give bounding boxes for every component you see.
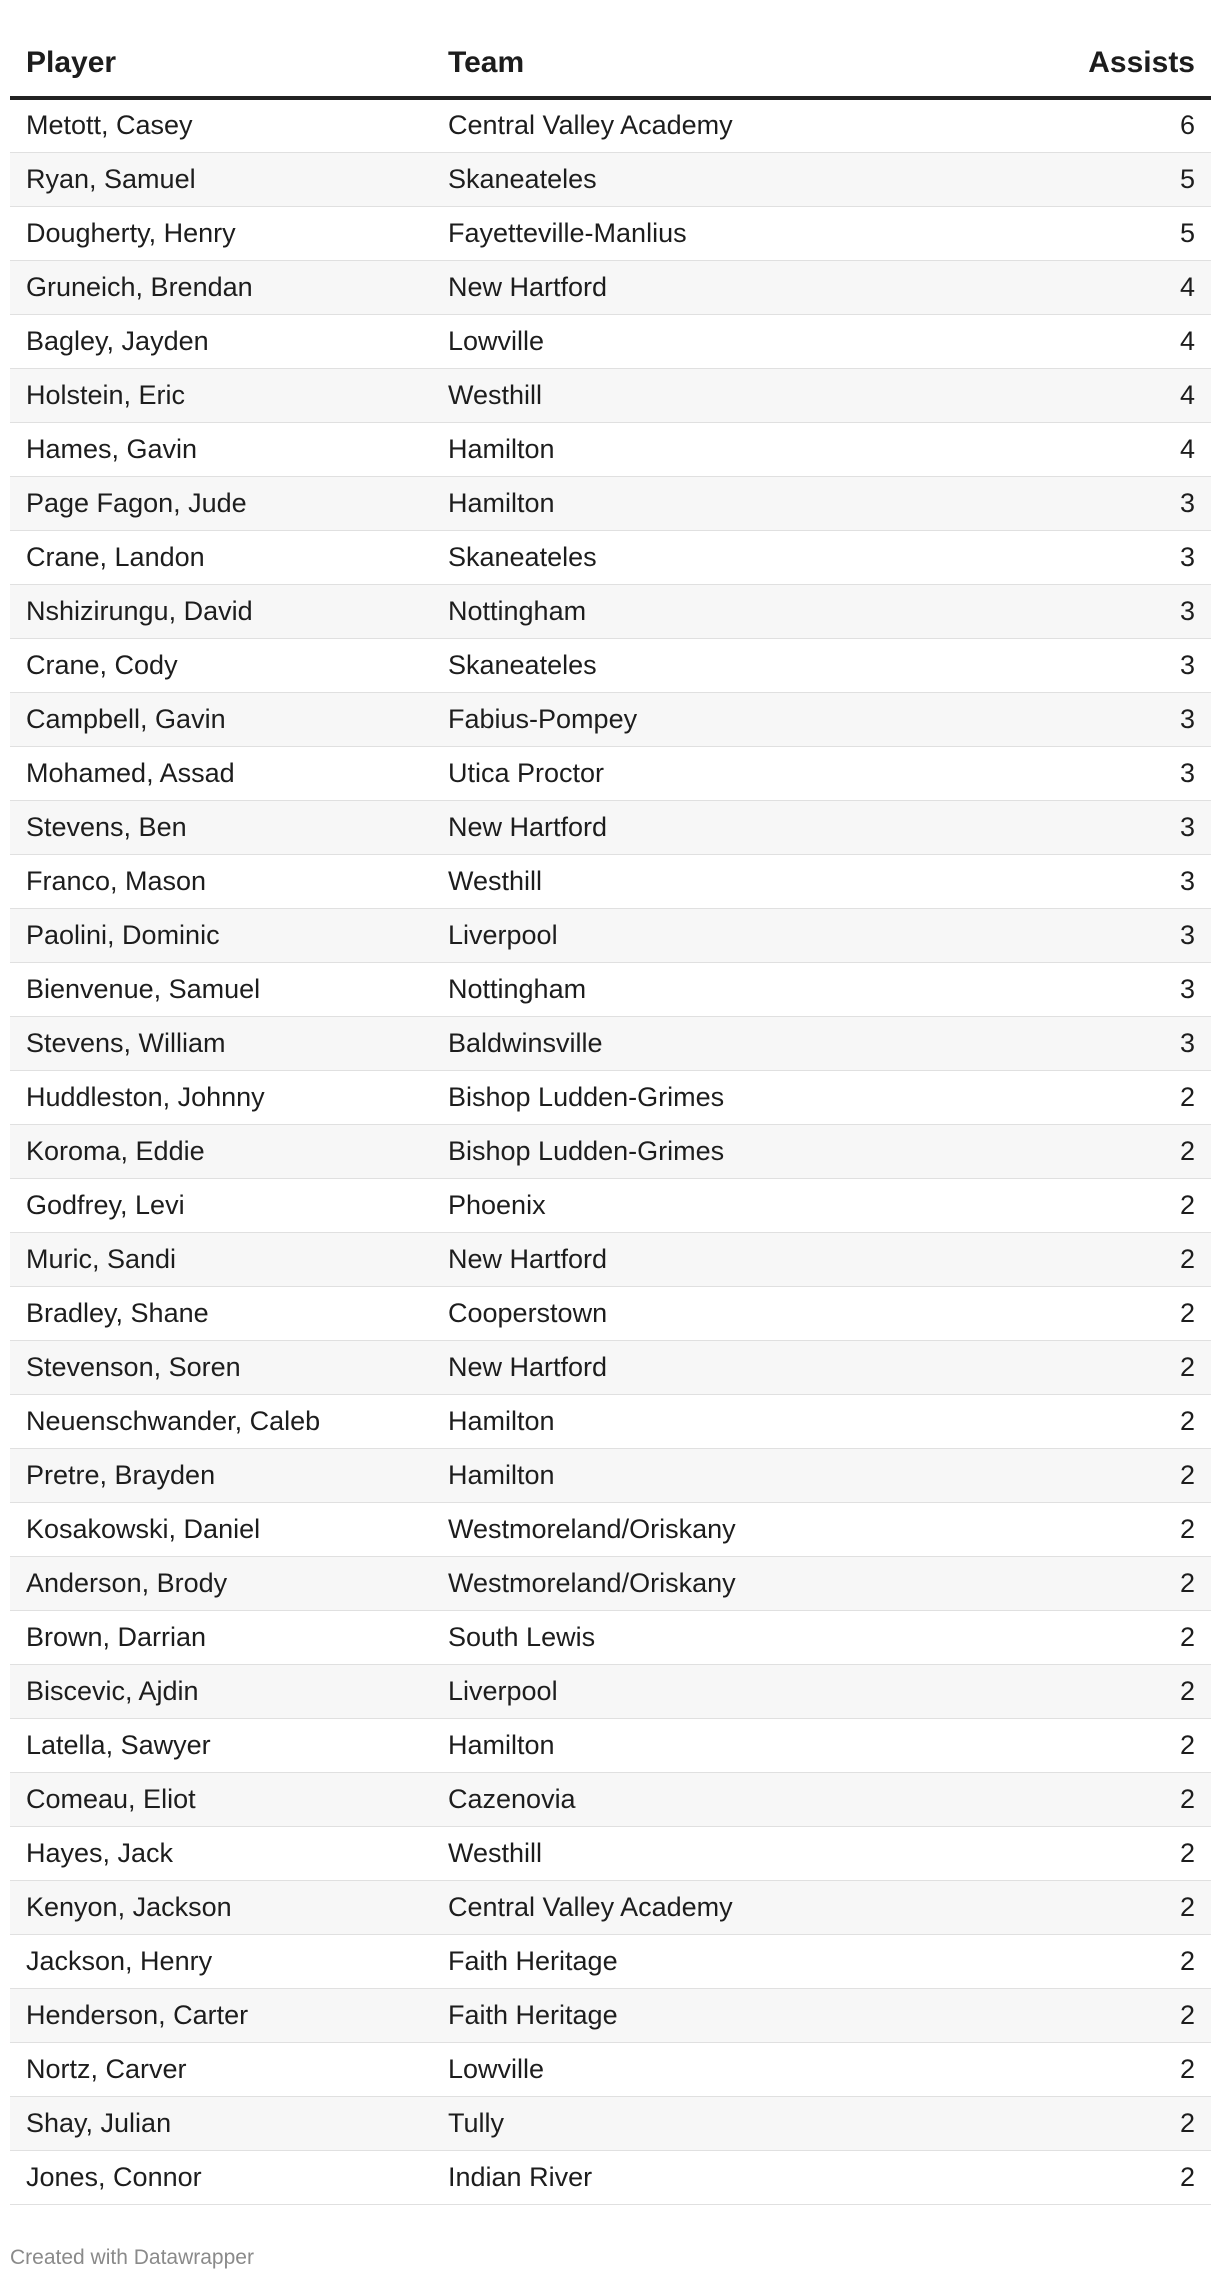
player-cell: Stevens, Ben <box>10 800 432 854</box>
team-cell: Lowville <box>432 2042 992 2096</box>
assists-cell: 2 <box>992 1178 1211 1232</box>
player-cell: Brown, Darrian <box>10 1610 432 1664</box>
player-cell: Bienvenue, Samuel <box>10 962 432 1016</box>
player-cell: Godfrey, Levi <box>10 1178 432 1232</box>
assists-cell: 2 <box>992 1718 1211 1772</box>
player-cell: Latella, Sawyer <box>10 1718 432 1772</box>
assists-cell: 3 <box>992 530 1211 584</box>
datawrapper-credit: Created with Datawrapper <box>10 2246 254 2269</box>
table-row <box>10 368 1211 422</box>
player-cell: Holstein, Eric <box>10 368 432 422</box>
team-cell: Hamilton <box>432 1718 992 1772</box>
assists-cell: 2 <box>992 2150 1211 2204</box>
assists-cell: 3 <box>992 908 1211 962</box>
assists-cell: 5 <box>992 152 1211 206</box>
team-cell: Tully <box>432 2096 992 2150</box>
team-cell: Cooperstown <box>432 1286 992 1340</box>
table-row <box>10 1556 1211 1610</box>
team-cell: Fabius-Pompey <box>432 692 992 746</box>
table-row <box>10 2042 1211 2096</box>
team-cell: Hamilton <box>432 422 992 476</box>
assists-cell: 6 <box>992 98 1211 152</box>
assists-cell: 3 <box>992 800 1211 854</box>
player-cell: Shay, Julian <box>10 2096 432 2150</box>
table-row <box>10 1934 1211 1988</box>
team-cell: New Hartford <box>432 1232 992 1286</box>
column-header-team[interactable]: Team <box>432 30 992 98</box>
assists-cell: 2 <box>992 1448 1211 1502</box>
team-cell: Fayetteville-Manlius <box>432 206 992 260</box>
team-cell: Liverpool <box>432 1664 992 1718</box>
table-row <box>10 692 1211 746</box>
assists-cell: 3 <box>992 476 1211 530</box>
team-cell: Skaneateles <box>432 530 992 584</box>
assists-cell: 2 <box>992 1556 1211 1610</box>
assists-cell: 2 <box>992 1286 1211 1340</box>
table-row <box>10 746 1211 800</box>
assists-cell: 4 <box>992 260 1211 314</box>
table-row <box>10 1880 1211 1934</box>
team-cell: Indian River <box>432 2150 992 2204</box>
assists-cell: 3 <box>992 746 1211 800</box>
team-cell: Cazenovia <box>432 1772 992 1826</box>
player-cell: Stevens, William <box>10 1016 432 1070</box>
player-cell: Muric, Sandi <box>10 1232 432 1286</box>
table-row <box>10 314 1211 368</box>
table-row <box>10 854 1211 908</box>
table-row <box>10 638 1211 692</box>
table-row <box>10 1988 1211 2042</box>
column-header-player[interactable]: Player <box>10 30 432 98</box>
table-row <box>10 1124 1211 1178</box>
team-cell: Liverpool <box>432 908 992 962</box>
assists-cell: 2 <box>992 1826 1211 1880</box>
player-cell: Nortz, Carver <box>10 2042 432 2096</box>
team-cell: Central Valley Academy <box>432 1880 992 1934</box>
team-cell: Westhill <box>432 1826 992 1880</box>
table-row <box>10 1772 1211 1826</box>
team-cell: Westhill <box>432 368 992 422</box>
team-cell: South Lewis <box>432 1610 992 1664</box>
team-cell: Utica Proctor <box>432 746 992 800</box>
table-row <box>10 1178 1211 1232</box>
team-cell: Bishop Ludden-Grimes <box>432 1070 992 1124</box>
table-row <box>10 1016 1211 1070</box>
table-row <box>10 2096 1211 2150</box>
table-row <box>10 1340 1211 1394</box>
assists-cell: 2 <box>992 1988 1211 2042</box>
team-cell: New Hartford <box>432 800 992 854</box>
column-header-assists[interactable]: Assists <box>992 30 1211 98</box>
assists-cell: 2 <box>992 1232 1211 1286</box>
table-row <box>10 1610 1211 1664</box>
table-row <box>10 476 1211 530</box>
assists-cell: 2 <box>992 1394 1211 1448</box>
table-row <box>10 962 1211 1016</box>
table-row <box>10 206 1211 260</box>
assists-cell: 3 <box>992 962 1211 1016</box>
assists-cell: 2 <box>992 1880 1211 1934</box>
assists-cell: 4 <box>992 422 1211 476</box>
team-cell: Bishop Ludden-Grimes <box>432 1124 992 1178</box>
player-cell: Crane, Cody <box>10 638 432 692</box>
team-cell: New Hartford <box>432 260 992 314</box>
team-cell: Westmoreland/Oriskany <box>432 1502 992 1556</box>
player-cell: Huddleston, Johnny <box>10 1070 432 1124</box>
assists-cell: 2 <box>992 1340 1211 1394</box>
assists-table <box>10 30 1211 2205</box>
table-row <box>10 152 1211 206</box>
player-cell: Comeau, Eliot <box>10 1772 432 1826</box>
assists-cell: 2 <box>992 1070 1211 1124</box>
player-cell: Campbell, Gavin <box>10 692 432 746</box>
assists-cell: 3 <box>992 854 1211 908</box>
team-cell: Hamilton <box>432 1448 992 1502</box>
player-cell: Pretre, Brayden <box>10 1448 432 1502</box>
team-cell: Nottingham <box>432 584 992 638</box>
team-cell: Skaneateles <box>432 152 992 206</box>
assists-cell: 3 <box>992 638 1211 692</box>
player-cell: Jackson, Henry <box>10 1934 432 1988</box>
header-row <box>10 30 1211 98</box>
player-cell: Dougherty, Henry <box>10 206 432 260</box>
player-cell: Henderson, Carter <box>10 1988 432 2042</box>
team-cell: Nottingham <box>432 962 992 1016</box>
table-row <box>10 530 1211 584</box>
assists-cell: 2 <box>992 1502 1211 1556</box>
player-cell: Nshizirungu, David <box>10 584 432 638</box>
table-row <box>10 2150 1211 2204</box>
player-cell: Biscevic, Ajdin <box>10 1664 432 1718</box>
table-header <box>10 30 1211 98</box>
table-row <box>10 800 1211 854</box>
assists-cell: 4 <box>992 314 1211 368</box>
assists-cell: 2 <box>992 1124 1211 1178</box>
player-cell: Jones, Connor <box>10 2150 432 2204</box>
team-cell: Hamilton <box>432 1394 992 1448</box>
player-cell: Neuenschwander, Caleb <box>10 1394 432 1448</box>
team-cell: Westhill <box>432 854 992 908</box>
table-row <box>10 1718 1211 1772</box>
player-cell: Bagley, Jayden <box>10 314 432 368</box>
assists-cell: 2 <box>992 1934 1211 1988</box>
table-row <box>10 1070 1211 1124</box>
team-cell: Central Valley Academy <box>432 98 992 152</box>
player-cell: Bradley, Shane <box>10 1286 432 1340</box>
table-row <box>10 98 1211 152</box>
player-cell: Kenyon, Jackson <box>10 1880 432 1934</box>
player-cell: Anderson, Brody <box>10 1556 432 1610</box>
team-cell: Faith Heritage <box>432 1988 992 2042</box>
assists-cell: 4 <box>992 368 1211 422</box>
table-row <box>10 1394 1211 1448</box>
table-row <box>10 1826 1211 1880</box>
player-cell: Mohamed, Assad <box>10 746 432 800</box>
player-cell: Kosakowski, Daniel <box>10 1502 432 1556</box>
table-body <box>10 98 1211 2204</box>
player-cell: Ryan, Samuel <box>10 152 432 206</box>
player-cell: Franco, Mason <box>10 854 432 908</box>
player-cell: Hames, Gavin <box>10 422 432 476</box>
assists-table-container <box>10 30 1211 2205</box>
table-row <box>10 1664 1211 1718</box>
table-row <box>10 1502 1211 1556</box>
player-cell: Gruneich, Brendan <box>10 260 432 314</box>
assists-cell: 3 <box>992 692 1211 746</box>
assists-cell: 3 <box>992 1016 1211 1070</box>
player-cell: Stevenson, Soren <box>10 1340 432 1394</box>
table-row <box>10 1232 1211 1286</box>
player-cell: Koroma, Eddie <box>10 1124 432 1178</box>
team-cell: Skaneateles <box>432 638 992 692</box>
team-cell: Lowville <box>432 314 992 368</box>
table-row <box>10 260 1211 314</box>
table-row <box>10 908 1211 962</box>
assists-cell: 2 <box>992 1664 1211 1718</box>
team-cell: Faith Heritage <box>432 1934 992 1988</box>
table-row <box>10 584 1211 638</box>
table-row <box>10 1448 1211 1502</box>
assists-cell: 3 <box>992 584 1211 638</box>
team-cell: Phoenix <box>432 1178 992 1232</box>
assists-cell: 2 <box>992 1610 1211 1664</box>
assists-cell: 2 <box>992 2042 1211 2096</box>
player-cell: Paolini, Dominic <box>10 908 432 962</box>
team-cell: Westmoreland/Oriskany <box>432 1556 992 1610</box>
player-cell: Hayes, Jack <box>10 1826 432 1880</box>
team-cell: Baldwinsville <box>432 1016 992 1070</box>
table-row <box>10 422 1211 476</box>
assists-cell: 2 <box>992 1772 1211 1826</box>
assists-cell: 2 <box>992 2096 1211 2150</box>
player-cell: Page Fagon, Jude <box>10 476 432 530</box>
assists-cell: 5 <box>992 206 1211 260</box>
table-row <box>10 1286 1211 1340</box>
player-cell: Metott, Casey <box>10 98 432 152</box>
player-cell: Crane, Landon <box>10 530 432 584</box>
team-cell: Hamilton <box>432 476 992 530</box>
team-cell: New Hartford <box>432 1340 992 1394</box>
